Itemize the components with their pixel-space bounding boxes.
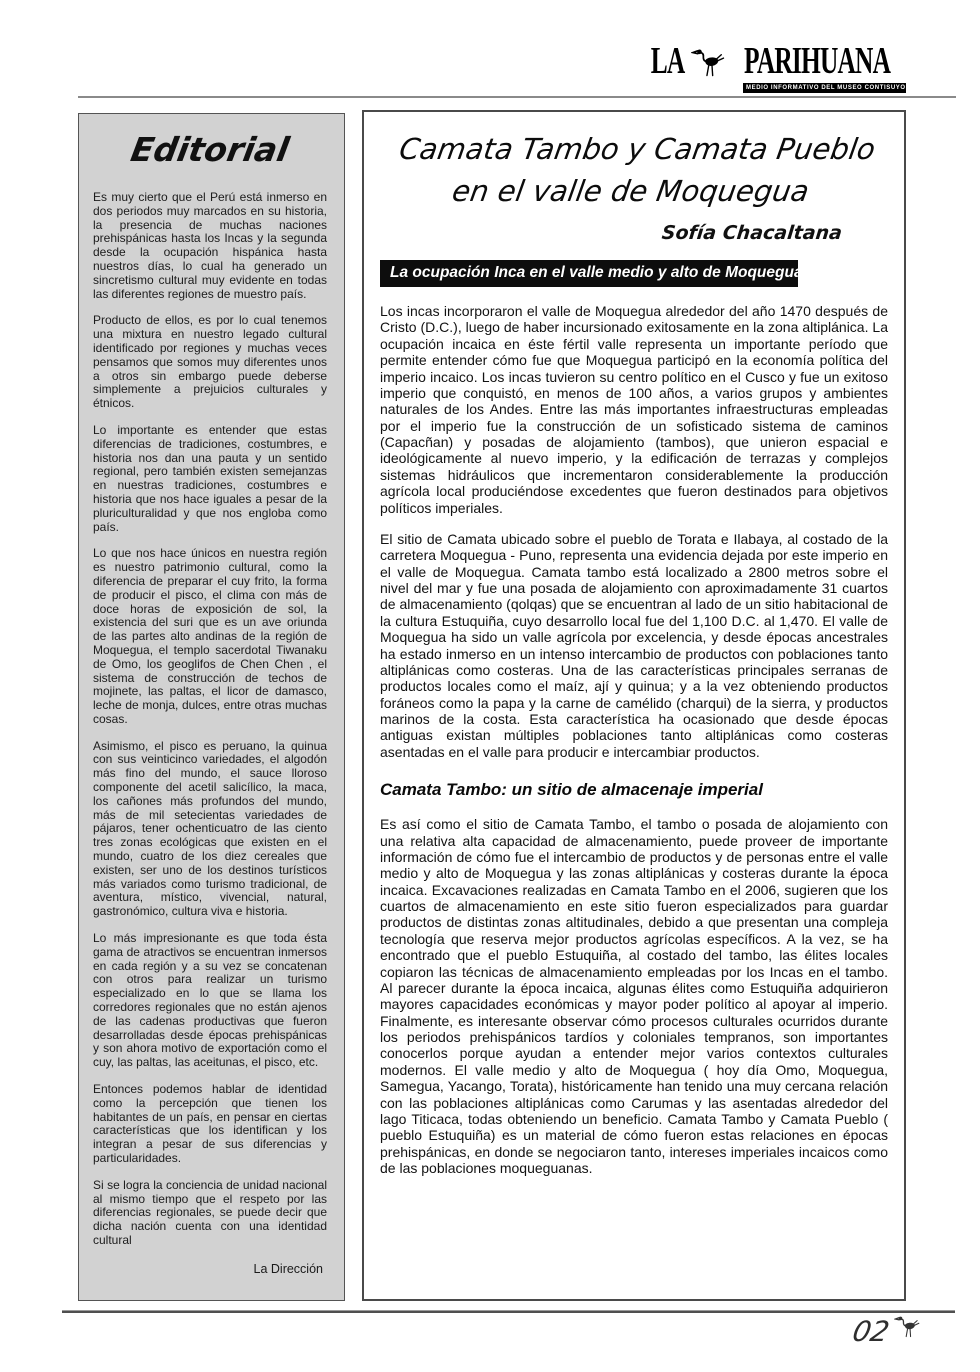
article-paragraph: Es así como el sitio de Camata Tambo, el tambo o posada de alojamiento con una relativa alta capacidad de almacenamiento, puede proveer de importante información de cómo fue el intercambio de productos y de personas entre el valle medio y alto de Moquegua y las zonas altiplánicas y costeras durante la época incaica. Excavaciones realizadas en Camata Tambo en el 2006, sugieren que los cuartos de almacenamiento en este sitio fueron especializados para guardar productos de distintas zonas altitudinales, debido a que presentan una compleja tecnología que reserva mejor productos agrícolas específicos. A la vez, se ha encontrado que el pueblo Estuquiña, al costado del tambo, las élites locales copiaron las técnicas de almacenamiento empleadas por los Incas en el tambo. Al parecer durante la época incaica, algunas élites como Estuquiña adquirieron mayores capacidades económicas y mayor poder político al apoyar al imperio. Finalmente, es interesante observar cómo procesos culturales ocurridos durante los periodos prehispánicos tardíos y coloniales tempranos, son importantes conocerlos porque ayudan a entender mejor varios contextos culturales modernos. El valle medio y alto de Moquegua ( hoy día Omo, Moquegua, Samegua, Yacango, Torata), históricamente han tenido una muy cercana relación con las poblaciones altiplánicas como Carumas y las asentadas alrededor del lago Titicaca, todas obteniendo un beneficio. Camata Tambo y Camata Pueblo ( pueblo Estuquiña) es un material de cómo fueron estas relaciones en épocas prehispánicas, en donde se negociaron tanto, intereses imperiales incaicos como de las poblaciones moqueguanas. — [380, 816, 888, 1177]
masthead-logo — [647, 38, 906, 81]
page-number: 02 — [849, 1315, 893, 1348]
editorial-panel — [78, 113, 345, 1301]
editorial-paragraph: Asimismo, el pisco es peruano, la quinua con sus veinticinco variedades, el algodón más fino del mundo, el sauce lloroso componente del acetil salicílico, la maca, los cañones más profundos del mundo, más de mil setecientas variedades de pájaros, tener ochenticuatro de las ciento tres zonas ecológicas que existen en el mundo, cuatro de los diez cereales que existen, ser uno de los destinos turísticos más variados como turismo tradicional, de aventura, místico, vivencial, natural, gastronómico, cultura viva e historia. — [93, 738, 327, 919]
article-title-line1: Camata Tambo y Camata Pueblo — [397, 132, 878, 166]
editorial-paragraph: Producto de ellos, es por lo cual tenemos una mixtura en nuestro legado cultural identificado por regiones y muchas veces pensamos que somos muy diferentes unos a otros sin embargo puede deberse simplemente a prejuicios culturales y étnicos. — [93, 313, 327, 411]
logo-word-parihuana: PARIHUANA — [743, 38, 890, 81]
parihuana-bird-icon — [691, 46, 725, 80]
editorial-paragraph: Lo más impresionante es que toda ésta gama de atractivos se encuentran inmersos en cada región y a su vez se concatenan con otros para realizar un turismo especializado en lo que se llama los corredores regionales que no están ajenos de las cadenas productivas que fueron desarrolladas desde épocas prehispánicas y son ahora motivo de exportación como el cuy, las paltas, las aceitunas, el pisco, etc. — [93, 931, 327, 1070]
editorial-paragraph: Lo importante es entender que estas diferencias de tradiciones, costumbres, e historia nos dan una pauta y un sentido regional, pero también existen semejanzas en nuestras tradiciones, costumbres e historia que nos hace iguales a pesar de la pluriculturalidad y que nos engloba como país. — [93, 422, 327, 534]
editorial-paragraph: Lo que nos hace únicos en nuestra región es nuestro patrimonio cultural, como la diferencia de preparar el cuy frito, la forma de producir el pisco, el clima con más de doce horas de exposición de sol, la existencia del suri que es un ave oriunda de las partes alto andinas de la región de Moquegua, el templo sacerdotal Tiwanaku de Omo, los geoglifos de Chen Chen , el sistema de construcción de techos de mojinete, las paltas, el licor de damasco, leche de monja, dulces, entre otras muchas cosas. — [93, 546, 327, 726]
article-title-line2: en el valle de Moquegua — [449, 174, 812, 209]
article-panel — [362, 110, 906, 1301]
masthead — [647, 38, 906, 93]
editorial-paragraph: Entonces podemos hablar de identidad como la percepción que tienen los habitantes de un país, en pensar en ciertas características que los identifican y los integran a pesar de sus diferencias y particularidades. — [93, 1082, 327, 1165]
footer — [849, 1315, 920, 1348]
editorial-title: Editorial — [128, 130, 292, 169]
logo-word-la: LA — [650, 38, 685, 81]
header-divider — [78, 96, 956, 98]
footer-divider — [62, 1310, 955, 1313]
parihuana-bird-icon — [894, 1314, 920, 1340]
editorial-signature: La Dirección — [253, 1261, 323, 1276]
article-paragraph: El sitio de Camata ubicado sobre el pueblo de Torata e Ilabaya, al costado de la carretera Moquegua - Puno, representa una evidencia dejada por este imperio en el valle de Moquegua. Camata tambo está localizado a 2800 metros sobre el nivel del mar y fue una posada de alojamiento con aproximadamente 31 cuartos de almacenamiento (qolqas) que se encuentran al lado de un sitio habitacional de la cultura Estuquiña, cuyo desarrollo local fue del 1,100 D.C. al 1,470. El valle de Moquegua ha sido un valle agrícola por excelencia, y desde épocas ancestrales ha estado inmerso en un intenso intercambio de productos con poblaciones tanto altiplánicas como costeras. Una de las características principales serranas de productos locales como el maíz, ají y quinua; y a la vez obteniendo productos foráneos como la papa y la carne de camélido (charqui) de la sierra, y productos marinos de la costa. Esta característica ha ocasionado que desde épocas antiguas existan múltiples poblaciones tanto altiplánicas como costeras asentadas en el valle para producir e intercambiar productos. — [380, 530, 888, 760]
article-author: Sofía Chacaltana — [660, 222, 844, 245]
article-section-header: La ocupación Inca en el valle medio y alto de Moquegua — [380, 260, 798, 287]
editorial-paragraph: Si se logra la conciencia de unidad nacional al mismo tiempo que el respeto por las diferencias regionales, se puede decir que dicha nación cuenta con una identidad cultural — [93, 1177, 327, 1247]
article-paragraph: Los incas incorporaron el valle de Moquegua alrededor del año 1470 después de Cristo (D.C.), luego de haber incursionado exitosamente en la zona altiplánica. La ocupación incaica en éste fértil valle representa un importante período que permite entender cómo fue que Moquegua participó en la economía política del imperio incaico. Los incas tuvieron su centro político en el Cusco y fue un exitoso imperio que conquistó, en menos de 100 años, a varios grupos y ambientes naturales de los Andes. Entre las más importantes infraestructuras empleadas por el imperio fue la construcción de un sofisticado sistema de caminos (Capacñan) y posadas de alojamiento (tambos), que unieron espacial e ideológicamente al nuevo imperio, y la edificación de terrazas y complejos sistemas hidráulicos que incrementaron considerablemente la producción agrícola local produciéndose excedentes que fueron destinados para objetivos políticos imperiales. — [380, 303, 888, 516]
article-subheading: Camata Tambo: un sitio de almacenaje imperial — [380, 780, 763, 800]
editorial-paragraph: Es muy cierto que el Perú está inmerso en dos periodos muy marcados en su historia, la presencia de muchas naciones prehispánicas hasta los Incas y la segunda desde la ocupación hispánica hasta nuestros días, lo cual ha generado un sincretismo cultural muy evidente en todas las diferentes regiones de muestro país. — [93, 190, 327, 301]
masthead-tagline: MEDIO INFORMATIVO DEL MUSEO CONTISUYO — [743, 83, 906, 93]
article-title — [373, 128, 894, 212]
